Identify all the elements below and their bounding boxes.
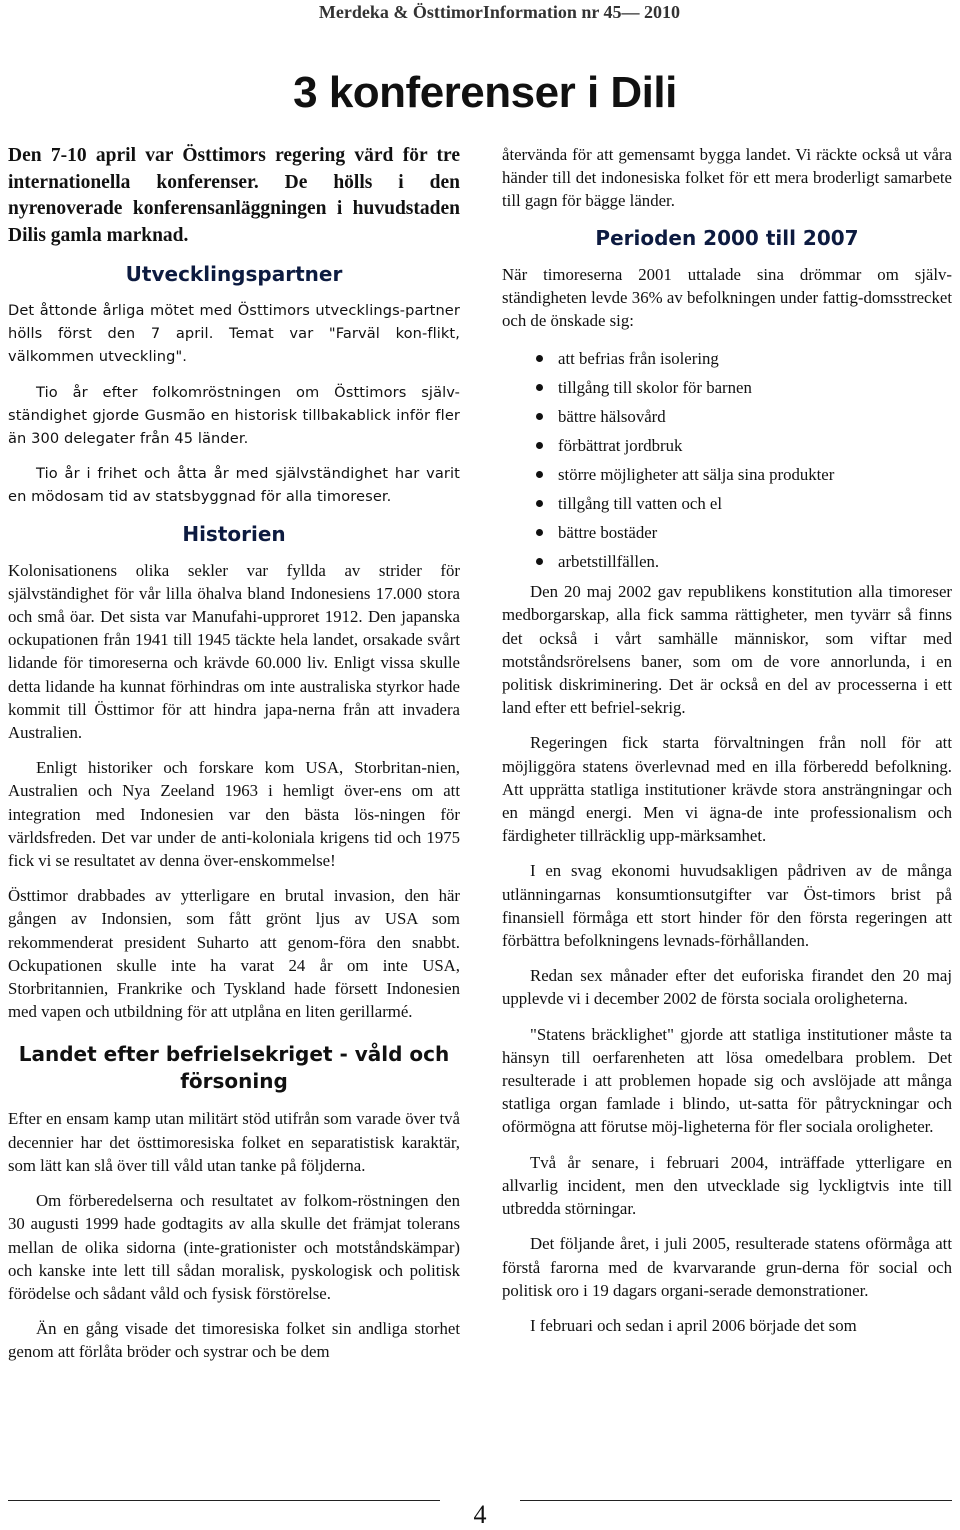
bullet-icon <box>536 384 543 391</box>
list-item: förbättrat jordbruk <box>502 431 952 460</box>
list-item: större möjligheter att sälja sina produkter <box>502 460 952 489</box>
page-number: 4 <box>473 1500 487 1529</box>
list-item: tillgång till vatten och el <box>502 489 952 518</box>
bullet-icon <box>536 471 543 478</box>
bullet-icon <box>536 413 543 420</box>
bullet-icon <box>536 442 543 449</box>
list-item: bättre bostäder <box>502 518 952 547</box>
paragraph: Efter en ensam kamp utan militärt stöd utifrån som varade över två decennier har det östtimoresiska folket en separatistisk karaktär, som lätt kan slå över till våld utan tanke på följderna. <box>8 1109 460 1175</box>
paragraph: Det följande året, i juli 2005, resulterade statens oförmåga att förstå farorna med de kvarvarande grun-derna för social och politisk oro i 19 dagars organi-serade demonstrationer. <box>502 1234 952 1300</box>
paragraph: Regeringen fick starta förvaltningen från noll för att möjliggöra statens överlevnad med en illa förberedd befolkning. Att upprätta statliga institutioner krävde stora ansträngningar och en mängd energi. Men vi ägna-de inte professionalism och färdigheter tillräcklig upp-märksamhet. <box>502 733 952 846</box>
running-head: Merdeka & ÖsttimorInformation nr 45— 2010 <box>318 2 680 22</box>
bullet-icon <box>536 355 543 362</box>
paragraph: Redan sex månader efter det euforiska firandet den 20 maj upplevde vi i december 2002 de första sociala oroligheterna. <box>502 966 952 1009</box>
list-item: tillgång till skolor för barnen <box>502 373 952 402</box>
paragraph: Enligt historiker och forskare kom USA, Storbritan-nien, Australien och Nya Zeeland 1963 i hemligt över-ens om att integration med Indonesien var den bästa lös-ningen för världsfreden. Det var under de anti-koloniala krigens tid och 1975 fick vi se resultatet av denna över-enskommelse! <box>8 758 460 871</box>
paragraph: Tio år efter folkomröstningen om Östtimors själv-ständighet gjorde Gusmão en historisk tillbakablick inför fler än 300 delegater från 45 länder. <box>8 383 460 448</box>
paragraph: Kolonisationens olika sekler var fyllda av strider för självständighet för vår lilla öhalva bland Indonesiens 17.000 stora och små öar. Det sista var Manufahi-upproret 1912. Den japanska ockupationen från 1941 till 1945 täckte hela landet, orsakade svårt lidande för timoreserna och krävde 60.000 liv. Enligt vissa skulle detta lidande ha kunnat förhindras om inte australiska styrkor hade kommit till Östtimor för att hindra japa-nerna från att invadera Australien. <box>8 560 460 743</box>
intro-paragraph: Den 7-10 april var Östtimors regering värd för tre internationella konferenser. De hölls i den nyrenoverade konferensanläggningen i huvudstaden Dilis gamla marknad. <box>8 145 460 246</box>
paragraph: Östtimor drabbades av ytterligare en brutal invasion, den här gången av Indonsien, som fått grönt ljus av USA som rekommenderat president Suharto att genom-föra den snabbt. Ockupationen skulle inte ha varat 24 år om inte USA, Storbritannien, Frankrike och Tyskland hade försett Indonesien med vapen och utbildning för att utplåna en liten gerillarmé. <box>8 886 460 1022</box>
paragraph: Den 20 maj 2002 gav republikens konstitution alla timoreser medborgarskap, alla fick samma rättigheter, men tyvärr så finns det också i vårt samhälle människor, som viftar med motståndsrörelsens baner, som om de vore annorlunda, i en politisk diskriminering. Det är också en del av processerna i ett land efter ett befriel-sekrig. <box>502 582 952 718</box>
paragraph: Om förberedelserna och resultatet av folkom-röstningen den 30 augusti 1999 hade godtagits av alla skulle det främjat tolerans mellan de olika sidorna (inte-grationister och motståndskämpar) och kanske inte lett till sådan moralisk, pyskologisk och politisk förödelse och sådant våld och fysisk förstörelse. <box>8 1191 460 1303</box>
paragraph: Två år senare, i februari 2004, inträffade ytterligare en allvarlig incident, men den utvecklade sig lyckligtvis inte till utbredda störningar. <box>502 1152 952 1219</box>
bullet-icon <box>536 500 543 507</box>
wish-list <box>502 344 952 576</box>
bullet-icon <box>536 558 543 565</box>
heading-utvecklingspartner: Utvecklingspartner <box>125 262 343 286</box>
paragraph: Än en gång visade det timoresiska folket sin andliga storhet genom att förlåta bröder och systrar och be dem <box>8 1319 460 1362</box>
list-item: att befrias från isolering <box>502 344 952 373</box>
bullet-icon <box>536 529 543 536</box>
paragraph: I februari och sedan i april 2006 började det som <box>530 1315 857 1335</box>
paragraph: I en svag ekonomi huvudsakligen pådriven av de många utlänningarnas konsumtionsutgifter var Öst-timors brist på finansiell förmåga ett stort hinder för den första regeringen att förbättra befolkningens levnads-förhållanden. <box>502 861 952 951</box>
right-column <box>502 143 952 1349</box>
footer-rule-left <box>8 1500 440 1501</box>
paragraph: "Statens bräcklighet" gjorde att statliga institutioner måste ta hänsyn till oerfarenheten att lösa omedelbara problem. Det resulterade i att problemen hopade sig och avslöjade att många statliga organ famlade i blindo, ut-satta för påtryckningar och oförmögna att förutse möj-ligheterna för fler sociala oroligheter. <box>502 1024 952 1137</box>
page-title: 3 konferenser i Dili <box>293 68 677 117</box>
paragraph: Tio år i frihet och åtta år med självständighet har varit en mödosam tid av statsbyggnad för alla timoreser. <box>8 465 460 506</box>
footer-rule-right <box>520 1500 952 1501</box>
list-item: arbetstillfällen. <box>502 547 952 576</box>
paragraph: Det åttonde årliga mötet med Östtimors utvecklings-partner hölls först den 7 april. Temat var "Farväl kon-flikt, välkommen utveckling". <box>8 302 460 366</box>
heading-perioden: Perioden 2000 till 2007 <box>595 225 859 250</box>
paragraph: När timoreserna 2001 uttalade sina drömmar om själv-ständigheten levde 36% av befolkningen under fattig-domsstrecket och de önskade sig: <box>502 264 952 331</box>
heading-landet: Landet efter befrielsekriget - våld och försoning <box>18 1042 450 1094</box>
left-column <box>8 143 460 1376</box>
heading-historien: Historien <box>182 521 286 546</box>
list-item: bättre hälsovård <box>502 402 952 431</box>
paragraph: återvända för att gemensamt bygga landet. Vi räckte också ut våra händer till det indonesiska folket för ett mera broderligt samarbete till gagn för bägge länder. <box>502 145 952 211</box>
